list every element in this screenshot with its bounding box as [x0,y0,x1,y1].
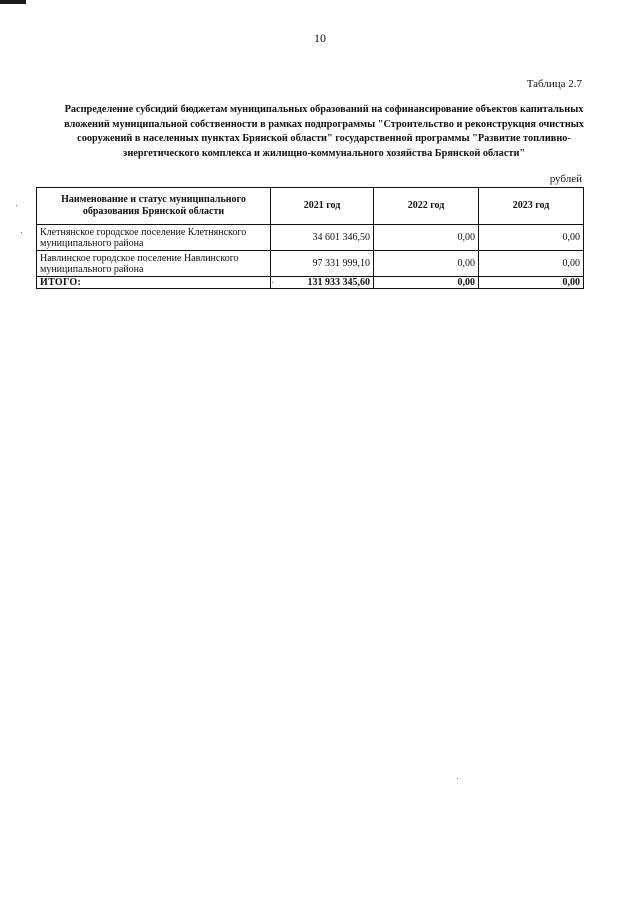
header-2022: 2022 год [374,188,479,225]
total-row [37,277,584,289]
row-name: Клетнянское городское поселение Клетнянского муниципального района [37,225,271,251]
header-2021: 2021 год [271,188,374,225]
row-2022: 0,00 [374,225,479,251]
header-2023: 2023 год [479,188,584,225]
units-label: рублей [549,173,582,185]
table-header [37,188,584,225]
total-label: ИТОГО: [37,277,271,289]
row-2023: 0,00 [479,251,584,277]
table-body [37,225,584,289]
row-2023: 0,00 [479,225,584,251]
total-2023: 0,00 [479,277,584,289]
subsidy-table [36,187,584,289]
row-2021: 97 331 999,10 [271,251,374,277]
scan-speck [21,232,22,233]
row-2021: 34 601 346,50 [271,225,374,251]
page-number: 10 [314,31,326,45]
scan-speck [457,778,458,779]
scan-speck [16,205,17,206]
table-row [37,225,584,251]
table-label: Таблица 2.7 [526,78,582,90]
document-title: Распределение субсидий бюджетам муниципальных образований на софинансирование объектов капитальных вложений муниципальной собственности в рамках подпрограммы "Строительство и реконструкция очистных сооружений в населенных пунктах Брянской области" государственной программы "Развитие топливно-энергетического комплекса и жилищно-коммунального хозяйства Брянской области" [64,104,584,159]
table-row [37,251,584,277]
header-name: Наименование и статус муниципального образования Брянской области [37,188,271,225]
scan-speck [272,282,273,283]
total-2022: 0,00 [374,277,479,289]
scan-corner-mark [0,0,26,4]
header-row [37,188,584,225]
row-name: Навлинское городское поселение Навлинского муниципального района [37,251,271,277]
row-2022: 0,00 [374,251,479,277]
total-2021: 131 933 345,60 [271,277,374,289]
